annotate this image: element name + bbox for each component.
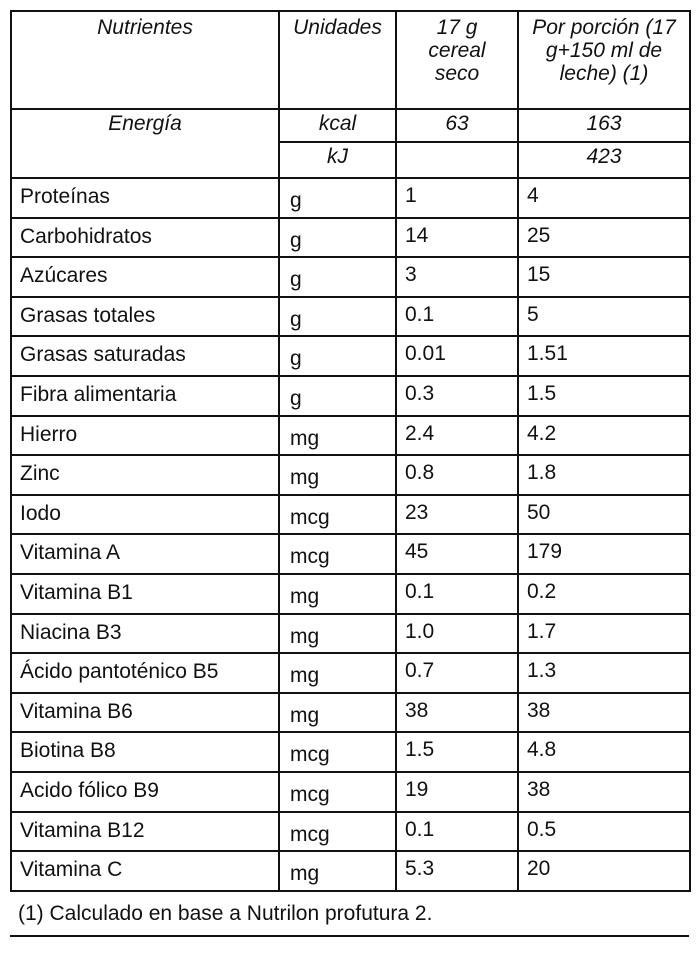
nutrient-value-portion: 38 — [518, 772, 690, 812]
nutrient-name: Acido fólico B9 — [11, 772, 279, 812]
nutrient-value-portion: 0.2 — [518, 574, 690, 614]
table-row — [11, 812, 690, 852]
nutrient-name: Vitamina B1 — [11, 574, 279, 614]
table-row — [11, 614, 690, 654]
nutrient-name: Vitamina B12 — [11, 812, 279, 852]
nutrient-name: Fibra alimentaria — [11, 376, 279, 416]
nutrient-value-portion: 4.2 — [518, 416, 690, 456]
table-row — [11, 851, 690, 891]
nutrient-value-dry: 1 — [396, 178, 518, 218]
nutrient-name: Vitamina C — [11, 851, 279, 891]
header-dry-line: seco — [434, 62, 480, 85]
nutrient-value-dry: 0.01 — [396, 336, 518, 376]
nutrient-name: Ácido pantoténico B5 — [11, 653, 279, 693]
nutrition-table — [10, 10, 691, 892]
header-portion — [518, 11, 690, 109]
header-dry-cereal — [396, 11, 518, 109]
footnote: (1) Calculado en base a Nutrilon profutura 2. — [18, 902, 433, 925]
nutrient-unit: mg — [279, 693, 396, 733]
nutrient-value-portion: 4.8 — [518, 732, 690, 772]
nutrient-unit: mg — [279, 653, 396, 693]
nutrition-table-wrapper — [10, 10, 689, 892]
table-row — [11, 178, 690, 218]
nutrient-value-dry: 38 — [396, 693, 518, 733]
header-dry-line: cereal — [428, 39, 486, 62]
nutrient-value-dry: 1.5 — [396, 732, 518, 772]
header-portion-line: leche) (1) — [559, 62, 649, 85]
nutrient-value-dry: 19 — [396, 772, 518, 812]
nutrient-name: Azúcares — [11, 257, 279, 297]
table-row — [11, 336, 690, 376]
header-dry-line: 17 g — [436, 16, 478, 39]
nutrient-value-dry: 3 — [396, 257, 518, 297]
nutrient-unit: mcg — [279, 732, 396, 772]
nutrient-value-portion: 179 — [518, 534, 690, 574]
nutrient-unit: g — [279, 336, 396, 376]
table-row — [11, 257, 690, 297]
header-unidades: Unidades — [279, 11, 396, 109]
nutrient-name: Iodo — [11, 495, 279, 535]
nutrient-unit: mcg — [279, 534, 396, 574]
energy-dry-kcal: 63 — [396, 109, 518, 142]
nutrient-value-dry: 0.1 — [396, 297, 518, 337]
nutrient-name: Zinc — [11, 455, 279, 495]
table-row — [11, 574, 690, 614]
nutrient-value-portion: 25 — [518, 218, 690, 258]
nutrient-value-portion: 15 — [518, 257, 690, 297]
table-row — [11, 534, 690, 574]
nutrient-unit: g — [279, 257, 396, 297]
nutrient-name: Proteínas — [11, 178, 279, 218]
nutrient-unit: g — [279, 297, 396, 337]
nutrient-value-dry: 2.4 — [396, 416, 518, 456]
nutrient-unit: mg — [279, 574, 396, 614]
nutrient-value-dry: 23 — [396, 495, 518, 535]
nutrient-value-portion: 1.8 — [518, 455, 690, 495]
nutrient-value-portion: 5 — [518, 297, 690, 337]
nutrient-value-portion: 1.3 — [518, 653, 690, 693]
nutrient-value-portion: 20 — [518, 851, 690, 891]
nutrient-unit: mg — [279, 614, 396, 654]
nutrient-name: Grasas totales — [11, 297, 279, 337]
energy-dry-kj — [396, 142, 518, 178]
nutrient-value-portion: 0.5 — [518, 812, 690, 852]
nutrient-value-dry: 0.1 — [396, 574, 518, 614]
nutrient-value-dry: 45 — [396, 534, 518, 574]
nutrient-unit: g — [279, 218, 396, 258]
nutrient-unit: mg — [279, 416, 396, 456]
nutrient-name: Niacina B3 — [11, 614, 279, 654]
nutrient-name: Vitamina A — [11, 534, 279, 574]
nutrient-unit: mcg — [279, 812, 396, 852]
table-row — [11, 416, 690, 456]
header-portion-line: g+150 ml de — [545, 39, 663, 62]
nutrient-name: Grasas saturadas — [11, 336, 279, 376]
nutrient-value-dry: 1.0 — [396, 614, 518, 654]
nutrient-value-dry: 0.7 — [396, 653, 518, 693]
table-row — [11, 732, 690, 772]
nutrient-name: Vitamina B6 — [11, 693, 279, 733]
nutrient-unit: g — [279, 376, 396, 416]
nutrient-unit: mg — [279, 455, 396, 495]
bottom-divider — [10, 935, 689, 937]
nutrient-value-portion: 1.51 — [518, 336, 690, 376]
table-row — [11, 495, 690, 535]
nutrient-rows — [11, 178, 690, 891]
nutrient-unit: mg — [279, 851, 396, 891]
nutrient-value-portion: 38 — [518, 693, 690, 733]
table-row — [11, 693, 690, 733]
table-row — [11, 297, 690, 337]
energy-unit-kj: kJ — [279, 142, 396, 178]
energy-unit-kcal: kcal — [279, 109, 396, 142]
nutrient-name: Carbohidratos — [11, 218, 279, 258]
nutrient-value-dry: 0.3 — [396, 376, 518, 416]
header-portion-line: Por porción (17 — [532, 16, 676, 39]
table-row — [11, 653, 690, 693]
nutrient-value-portion: 1.7 — [518, 614, 690, 654]
nutrient-unit: g — [279, 178, 396, 218]
header-row — [11, 11, 690, 109]
nutrient-unit: mcg — [279, 495, 396, 535]
nutrient-value-portion: 50 — [518, 495, 690, 535]
header-nutrientes: Nutrientes — [11, 11, 279, 109]
nutrient-value-dry: 5.3 — [396, 851, 518, 891]
nutrient-value-dry: 0.1 — [396, 812, 518, 852]
energy-portion-kcal: 163 — [518, 109, 690, 142]
nutrient-name: Biotina B8 — [11, 732, 279, 772]
energy-label: Energía — [11, 109, 279, 178]
table-row — [11, 218, 690, 258]
nutrient-value-dry: 14 — [396, 218, 518, 258]
table-row — [11, 772, 690, 812]
nutrient-value-portion: 1.5 — [518, 376, 690, 416]
table-row — [11, 376, 690, 416]
nutrient-unit: mcg — [279, 772, 396, 812]
nutrient-name: Hierro — [11, 416, 279, 456]
nutrient-value-portion: 4 — [518, 178, 690, 218]
energy-row-kcal — [11, 109, 690, 142]
table-row — [11, 455, 690, 495]
nutrient-value-dry: 0.8 — [396, 455, 518, 495]
energy-portion-kj: 423 — [518, 142, 690, 178]
